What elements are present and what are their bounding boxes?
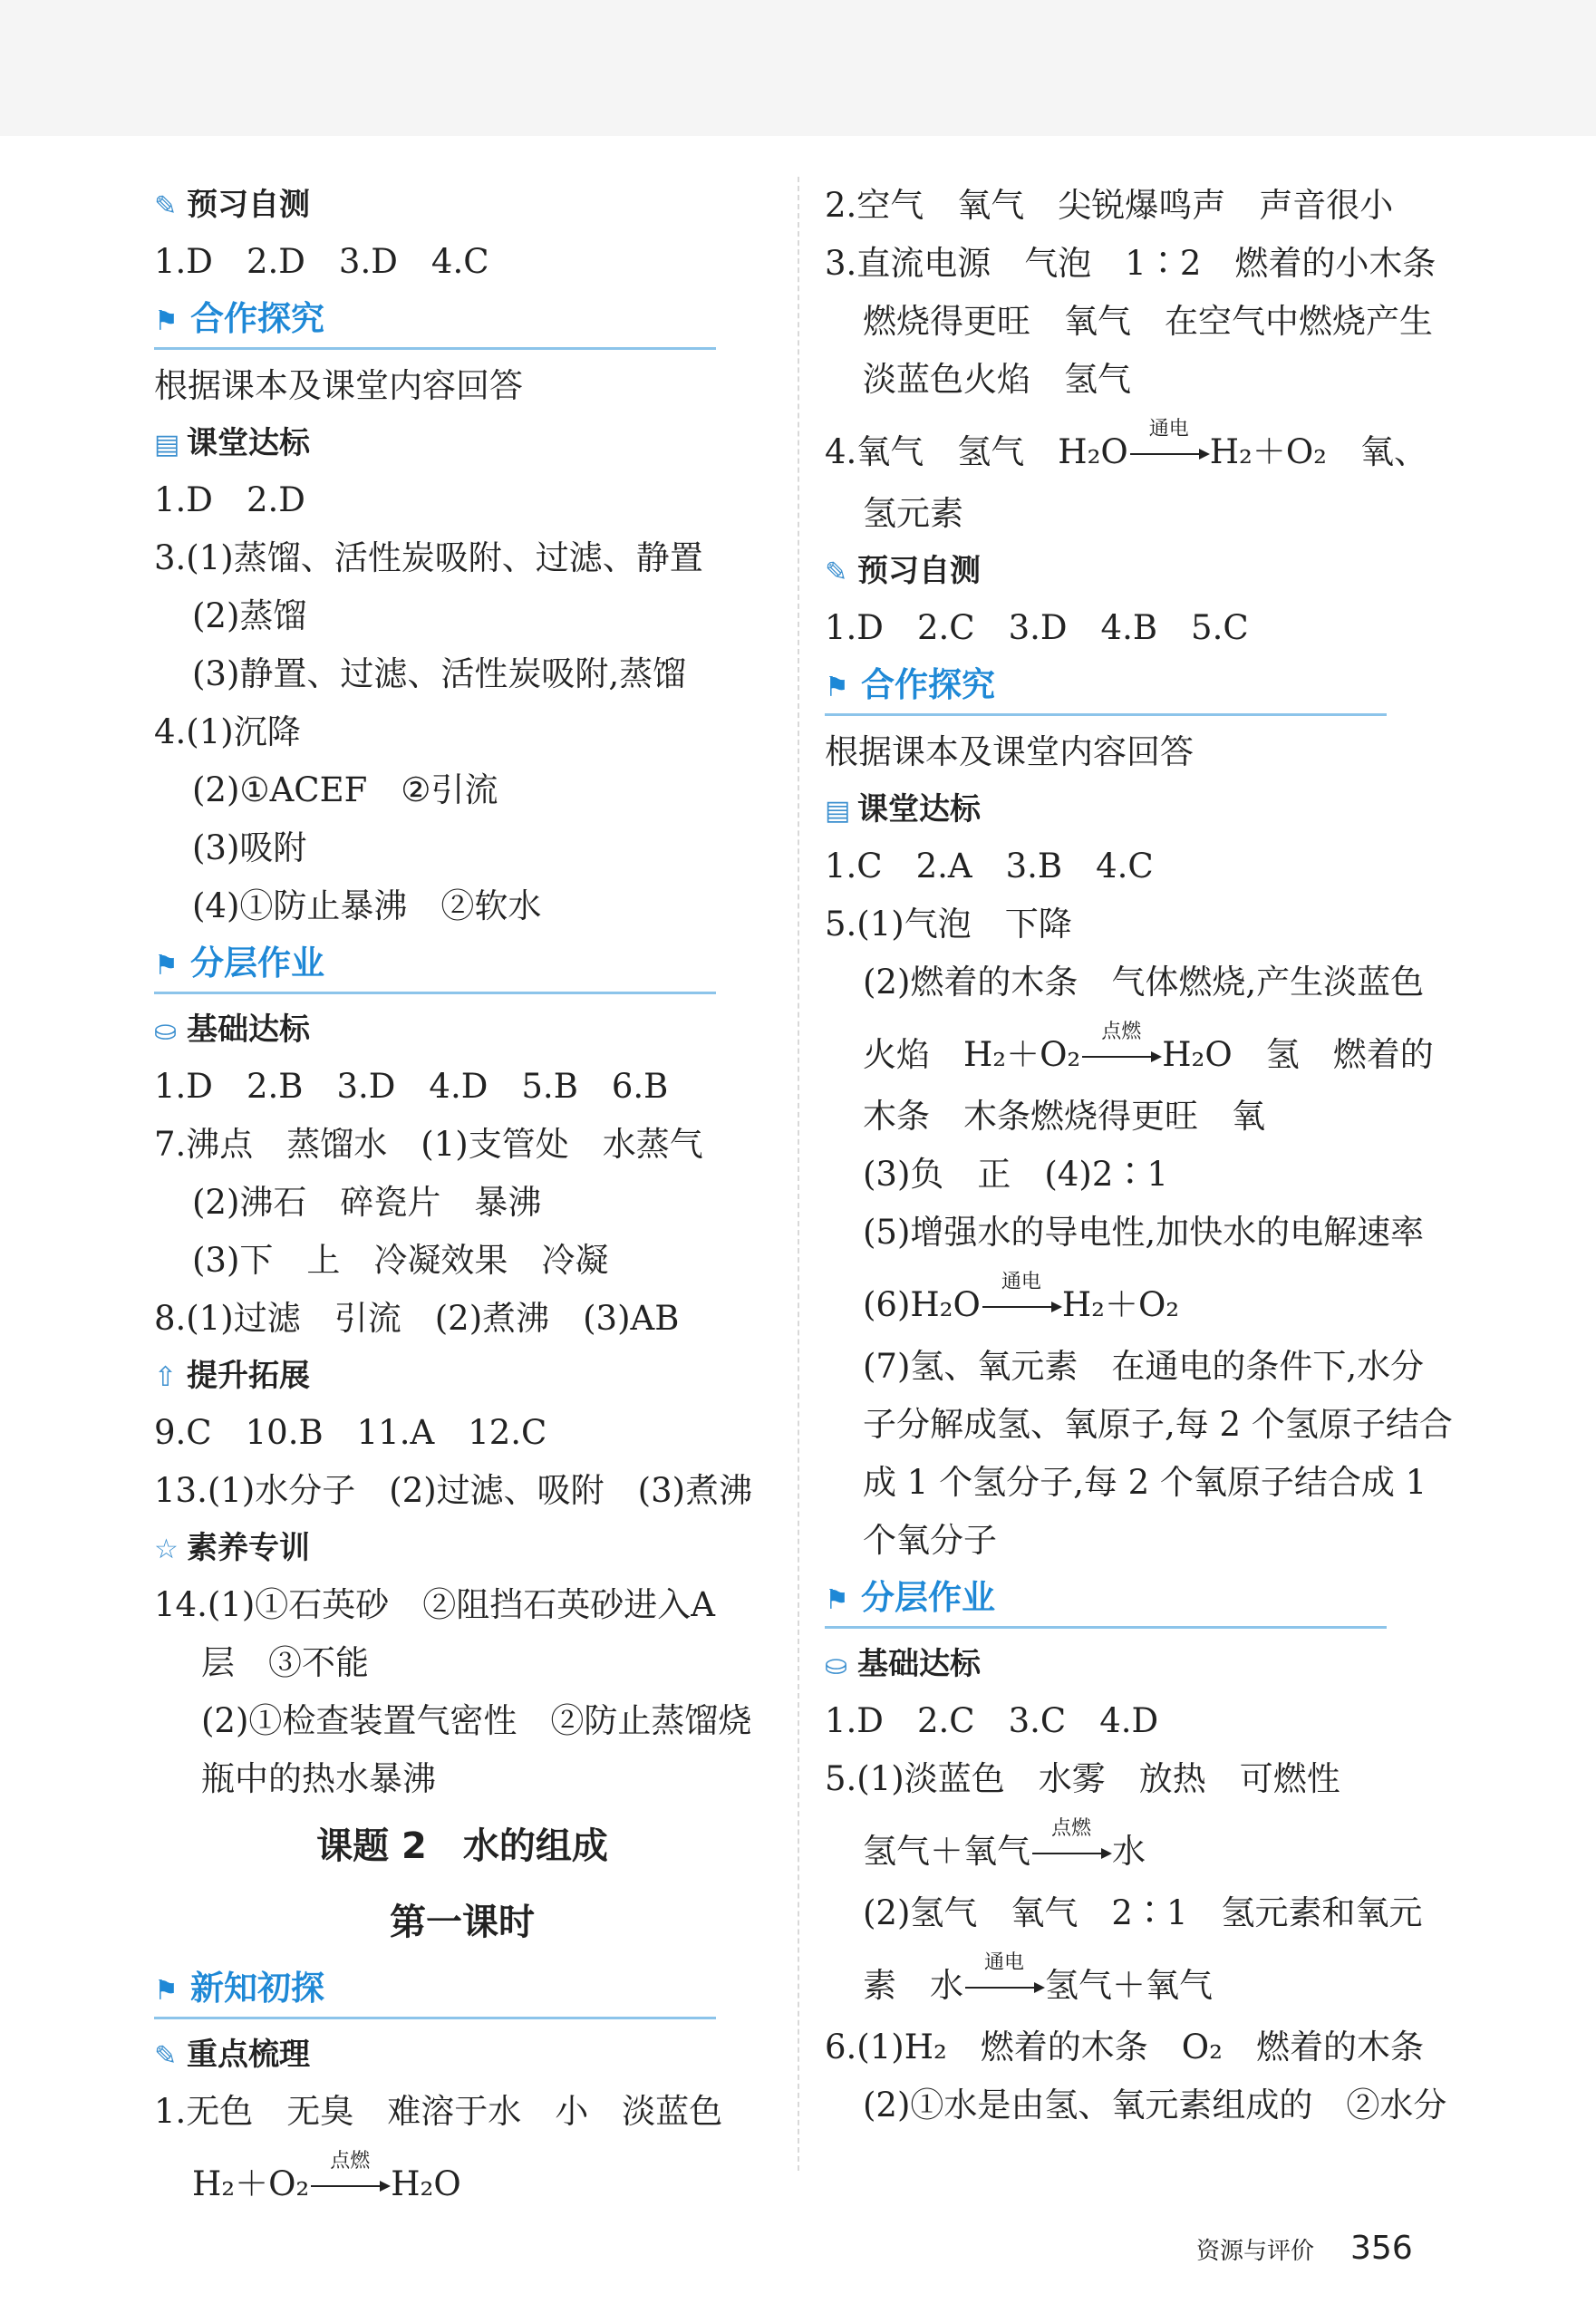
page-footer	[1196, 2230, 1413, 2267]
equation-line: H₂＋O₂ 点燃 H₂O	[192, 2149, 461, 2203]
answer-line: (2)①检查装置气密性 ②防止蒸馏烧	[201, 1701, 752, 1740]
book-icon: ▤	[825, 795, 851, 827]
reaction-arrow: 点燃	[1082, 1040, 1160, 1076]
pen-icon: ✎	[825, 557, 848, 588]
heading-jichu: ⛀ 基础达标	[825, 1636, 1477, 1692]
answer-line: 淡蓝色火焰 氢气	[863, 360, 1131, 399]
reaction-arrow: 通电	[965, 1970, 1043, 2007]
pen-icon: ✎	[154, 2040, 178, 2072]
answer-line: 8.(1)过滤 引流 (2)煮沸 (3)AB	[154, 1299, 680, 1338]
footer-label: 资源与评价	[1196, 2238, 1315, 2265]
equation-line: 素 水 通电 氢气＋氧气	[863, 1950, 1213, 2005]
answer-line: 成 1 个氢分子,每 2 个氧原子结合成 1	[863, 1463, 1427, 1502]
answer-line: 7.沸点 蒸馏水 (1)支管处 水蒸气	[154, 1125, 703, 1164]
answer-line: (3)静置、过滤、活性炭吸附,蒸馏	[192, 654, 687, 693]
answer-line: 3.(1)蒸馏、活性炭吸附、过滤、静置	[154, 538, 703, 577]
column-divider	[798, 177, 799, 2171]
answer-line: (2)燃着的木条 气体燃烧,产生淡蓝色	[863, 963, 1425, 1002]
answer-line: (4)①防止暴沸 ②软水	[192, 886, 542, 925]
answer-line: 9.C 10.B 11.A 12.C	[154, 1413, 547, 1452]
answer-line: 4.(1)沉降	[154, 712, 301, 751]
answer-line: 1.D 2.C 3.C 4.D	[825, 1701, 1159, 1740]
pen-icon: ✎	[154, 190, 178, 222]
answer-line: 1.D 2.C 3.D 4.B 5.C	[825, 608, 1249, 647]
section-fenceng: ⚑ 分层作业	[154, 935, 716, 994]
answer-line: 6.(1)H₂ 燃着的木条 O₂ 燃着的木条	[825, 2028, 1424, 2067]
section-xinzhi: ⚑ 新知初探	[154, 1960, 716, 2019]
section-hezuo: ⚑ 合作探究	[825, 657, 1387, 716]
answer-line: 燃烧得更旺 氧气 在空气中燃烧产生	[863, 302, 1433, 341]
answer-line: (2)蒸馏	[192, 596, 307, 635]
equation-line: 氢气＋氧气 点燃 水	[863, 1816, 1146, 1871]
heading-jichu: ⛀ 基础达标	[154, 1002, 770, 1058]
right-column	[825, 177, 1477, 2134]
answer-line: 2.空气 氧气 尖锐爆鸣声 声音很小	[825, 186, 1394, 225]
answer-line: (7)氢、氧元素 在通电的条件下,水分	[863, 1347, 1425, 1386]
answer-line: (2)①水是由氢、氧元素组成的 ②水分	[863, 2086, 1447, 2125]
answer-line: 13.(1)水分子 (2)过滤、吸附 (3)煮沸	[154, 1471, 753, 1510]
left-column	[154, 177, 770, 2217]
answer-line: (3)负 正 (4)2∶1	[863, 1155, 1168, 1194]
answer-line: 1.D 2.B 3.D 4.D 5.B 6.B	[154, 1067, 669, 1106]
book-icon: ▤	[154, 429, 180, 460]
answer-line: 1.D 2.D 3.D 4.C	[154, 242, 489, 281]
answer-line: 瓶中的热水暴沸	[201, 1759, 436, 1798]
star-icon: ☆	[154, 1534, 179, 1565]
lesson-title: 课题 2 水的组成	[316, 1825, 608, 1867]
answer-line: 根据课本及课堂内容回答	[154, 366, 523, 405]
equation-line: (6)H₂O 通电 H₂＋O₂	[863, 1270, 1180, 1324]
answer-line: 层 ③不能	[201, 1643, 369, 1682]
heading-yuxi: ✎ 预习自测	[825, 543, 1477, 599]
answer-line: 5.(1)气泡 下降	[825, 905, 1072, 944]
reaction-arrow: 通电	[1130, 437, 1208, 473]
answer-line: 3.直流电源 气泡 1∶2 燃着的小木条	[825, 244, 1436, 283]
bag-icon: ⛀	[825, 1650, 848, 1681]
answer-line: 1.无色 无臭 难溶于水 小 淡蓝色	[154, 2092, 723, 2131]
reaction-arrow: 通电	[982, 1290, 1060, 1326]
heading-suyang: ☆ 素养专训	[154, 1520, 770, 1576]
heading-yuxi: ✎ 预习自测	[154, 177, 770, 233]
answer-line: 个氧分子	[863, 1521, 997, 1560]
heading-zhongdian: ✎ 重点梳理	[154, 2027, 770, 2083]
top-band	[0, 0, 1596, 136]
heading-ketang: ▤ 课堂达标	[154, 415, 770, 471]
answer-line: 1.C 2.A 3.B 4.C	[825, 847, 1154, 886]
answer-line: 14.(1)①石英砂 ②阻挡石英砂进入A	[154, 1585, 715, 1624]
answer-line: (2)①ACEF ②引流	[192, 770, 498, 809]
flag-icon: ⚑	[154, 1975, 179, 2007]
equation-line: 4.氧气 氢气 H₂O 通电 H₂＋O₂ 氧、	[825, 417, 1427, 471]
answer-line: 氢元素	[863, 494, 963, 533]
section-hezuo: ⚑ 合作探究	[154, 291, 716, 350]
answer-line: (2)沸石 碎瓷片 暴沸	[192, 1183, 542, 1222]
answer-line: (2)氢气 氧气 2∶1 氢元素和氧元	[863, 1893, 1423, 1932]
equation-line: 火焰 H₂＋O₂ 点燃 H₂O 氢 燃着的	[863, 1020, 1434, 1074]
page-number: 356	[1350, 2230, 1413, 2267]
answer-line: 1.D 2.D	[154, 480, 305, 519]
answer-line: (5)增强水的导电性,加快水的电解速率	[863, 1213, 1425, 1252]
heading-ketang: ▤ 课堂达标	[825, 781, 1477, 837]
heading-tisheng: ⇧ 提升拓展	[154, 1348, 770, 1404]
flag-icon: ⚑	[154, 305, 179, 337]
answer-line: 木条 木条燃烧得更旺 氧	[863, 1097, 1265, 1136]
lesson-subtitle: 第一课时	[390, 1902, 535, 1943]
flag-icon: ⚑	[825, 1584, 849, 1616]
section-fenceng: ⚑ 分层作业	[825, 1570, 1387, 1629]
flag-icon: ⚑	[154, 950, 179, 982]
answer-line: 子分解成氢、氧原子,每 2 个氢原子结合	[863, 1405, 1453, 1444]
up-arrow-icon: ⇧	[154, 1361, 178, 1393]
flag-icon: ⚑	[825, 672, 849, 703]
reaction-arrow: 点燃	[1032, 1836, 1110, 1873]
bag-icon: ⛀	[154, 1015, 178, 1047]
answer-line: (3)吸附	[192, 828, 307, 867]
answer-line: (3)下 上 冷凝效果 冷凝	[192, 1241, 609, 1280]
reaction-arrow: 点燃	[311, 2169, 389, 2205]
answer-line: 根据课本及课堂内容回答	[825, 732, 1194, 771]
answer-line: 5.(1)淡蓝色 水雾 放热 可燃性	[825, 1759, 1340, 1798]
